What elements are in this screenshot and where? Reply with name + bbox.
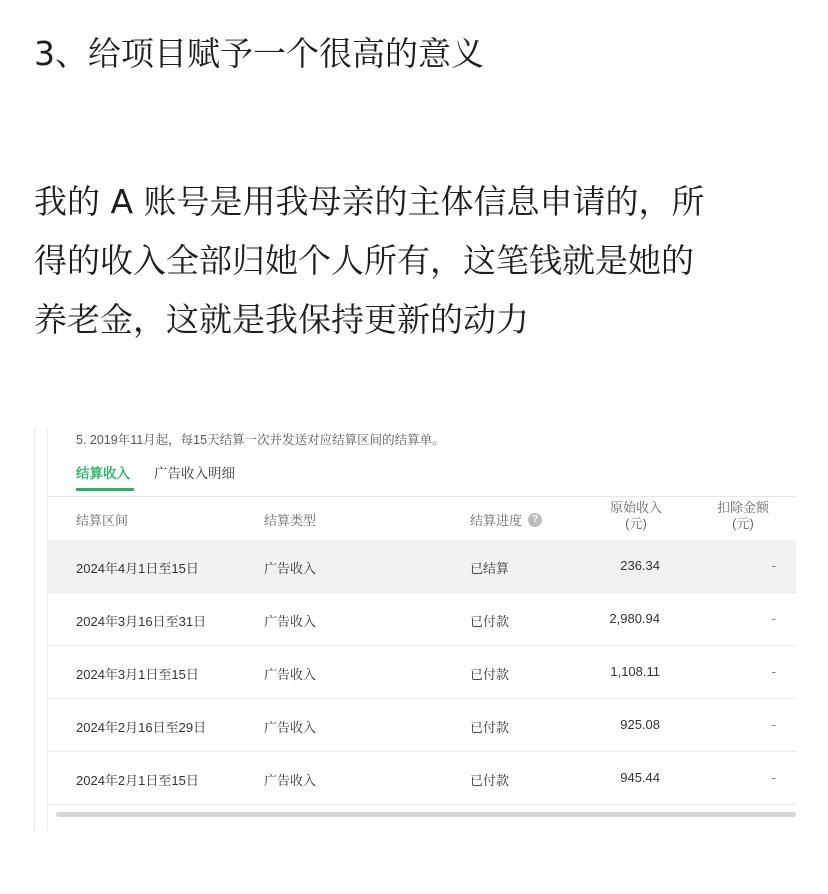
header-deduction-label: 扣除金额 (716, 500, 769, 515)
active-tab-indicator (76, 488, 134, 491)
cell-type: 广告收入 (264, 561, 317, 576)
header-original-income-label: 原始收入 (609, 500, 662, 515)
table-row (48, 752, 796, 805)
cell-deduction: - (771, 770, 776, 785)
header-progress-label: 结算进度 (470, 513, 523, 528)
header-original-income (596, 500, 676, 532)
section-heading: 3、给项目赋予一个很高的意义 (34, 34, 484, 73)
cell-type: 广告收入 (264, 773, 317, 788)
paragraph-line: 养老金，这就是我保持更新的动力 (34, 300, 529, 339)
cell-type: 广告收入 (264, 720, 317, 735)
paragraph-line: 得的收入全部归她个人所有，这笔钱就是她的 (34, 241, 694, 280)
paragraph-line: 我的 A 账号是用我母亲的主体信息申请的，所 (34, 182, 705, 221)
cell-status: 已付款 (470, 773, 510, 788)
table-row (48, 699, 796, 752)
cell-period: 2024年3月16日至31日 (76, 614, 207, 629)
cell-deduction: - (771, 558, 776, 573)
cell-income: 1,108.11 (610, 664, 660, 679)
settlement-notice: 5. 2019年11月起，每15天结算一次并发送对应结算区间的结算单。 (76, 433, 445, 447)
cell-period: 2024年2月16日至29日 (76, 720, 207, 735)
left-border (34, 428, 35, 830)
cell-type: 广告收入 (264, 614, 317, 629)
table-row (48, 646, 796, 699)
cell-status: 已结算 (470, 561, 510, 576)
tab-settlement-income[interactable]: 结算收入 (76, 466, 130, 481)
header-progress (470, 510, 542, 529)
header-deduction (700, 500, 786, 532)
header-original-income-unit: (元) (625, 516, 647, 531)
header-type: 结算类型 (264, 513, 317, 528)
cell-deduction: - (771, 664, 776, 679)
cell-period: 2024年4月1日至15日 (76, 561, 199, 576)
help-icon[interactable]: ? (528, 513, 542, 527)
cell-income: 925.08 (620, 717, 660, 732)
horizontal-scrollbar[interactable] (56, 812, 796, 817)
cell-status: 已付款 (470, 720, 510, 735)
cell-deduction: - (771, 717, 776, 732)
body-paragraph (34, 172, 804, 349)
header-deduction-unit: (元) (732, 516, 754, 531)
cell-period: 2024年2月1日至15日 (76, 773, 199, 788)
cell-period: 2024年3月1日至15日 (76, 667, 199, 682)
table-row (48, 593, 796, 646)
tab-ad-income-detail[interactable]: 广告收入明细 (154, 466, 235, 481)
cell-income: 236.34 (620, 558, 660, 573)
table-row (48, 540, 796, 593)
cell-income: 2,980.94 (609, 611, 660, 626)
settlement-screenshot (34, 428, 796, 830)
cell-status: 已付款 (470, 667, 510, 682)
cell-income: 945.44 (620, 770, 660, 785)
header-period: 结算区间 (76, 513, 129, 528)
cell-deduction: - (771, 611, 776, 626)
cell-type: 广告收入 (264, 667, 317, 682)
cell-status: 已付款 (470, 614, 510, 629)
tabs-divider (48, 496, 796, 497)
table-header (48, 498, 796, 540)
